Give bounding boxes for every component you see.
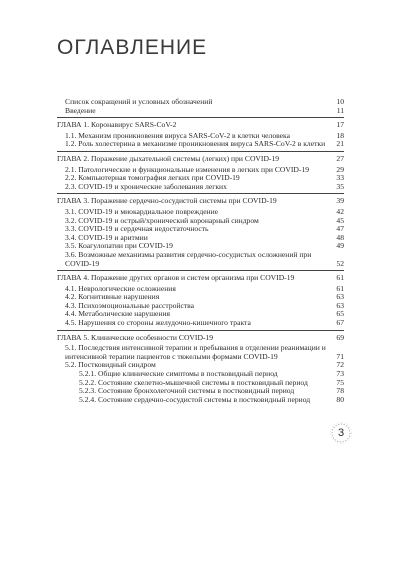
- toc-entry[interactable]: 2.2. Компьютерная томография легких при COVID-19 33: [65, 173, 344, 183]
- toc-entry[interactable]: 1.2. Роль холестерина в механизме проникновения вируса SARS-CoV-2 в клетки 21: [65, 139, 344, 149]
- toc-section-front: [57, 98, 344, 117]
- toc-entry[interactable]: 5.2.3. Состояние бронхолегочной системы в постковидный период 78: [79, 386, 344, 396]
- page-number: 3: [337, 427, 345, 439]
- toc-entry[interactable]: 5.2.2. Состояние скелетно-мышечной системы в постковидный период 75: [79, 377, 344, 387]
- toc-entry[interactable]: 3.6. Возможные механизмы развития сердечно-сосудистых осложнений при COVID-19 52: [65, 249, 344, 268]
- toc-entry[interactable]: 4.4. Метаболические нарушения 65: [65, 309, 344, 319]
- toc-chapter-entry[interactable]: ГЛАВА 3. Поражение сердечно-сосудистой системы при COVID-19 39: [57, 196, 344, 206]
- toc-entry[interactable]: 3.3. COVID-19 и сердечная недостаточность 47: [65, 224, 344, 234]
- toc-section-chapter-5: [57, 330, 344, 405]
- toc-entry[interactable]: 3.1. COVID-19 и миокардиальное повреждение 42: [65, 206, 344, 216]
- toc-entry[interactable]: 3.5. Коагулопатии при COVID-19 49: [65, 241, 344, 251]
- toc-entry[interactable]: 3.4. COVID-19 и аритмии 48: [65, 232, 344, 242]
- toc-chapter-entry[interactable]: ГЛАВА 5. Клинические особенности COVID-19 69: [57, 332, 344, 342]
- toc-chapter-entry[interactable]: ГЛАВА 1. Коронавирус SARS-CoV-2 17: [57, 120, 344, 130]
- toc-section-chapter-3: [57, 193, 344, 270]
- toc-entry[interactable]: 5.2.1. Общие клинические симптомы в постковидный период 73: [79, 369, 344, 379]
- toc-entry[interactable]: 5.2. Постковидный синдром 72: [65, 360, 344, 370]
- toc-entry[interactable]: 5.1. Последствия интенсивной терапии и пребывания в отделении реанимации и интенсивной терапии пациентов с тяжелыми формами COVID-19 71: [65, 343, 344, 361]
- toc-entry[interactable]: Введение 11: [65, 105, 344, 115]
- toc-entry[interactable]: 1.1. Механизм проникновения вируса SARS-CoV-2 в клетки человека 18: [65, 130, 344, 140]
- toc-chapter-entry[interactable]: ГЛАВА 2. Поражение дыхательной системы (легких) при COVID-19 27: [57, 153, 344, 163]
- table-of-contents: [57, 98, 344, 404]
- toc-entry[interactable]: 2.1. Патологические и функциональные изменения в легких при COVID-19 29: [65, 164, 344, 174]
- toc-entry[interactable]: 4.1. Неврологические осложнения 61: [65, 283, 344, 293]
- toc-chapter-entry[interactable]: ГЛАВА 4. Поражение других органов и систем организма при COVID-19 61: [57, 273, 344, 283]
- toc-entry[interactable]: 4.5. Нарушения со стороны желудочно-кишечного тракта 67: [65, 318, 344, 328]
- page-number-badge: [330, 422, 352, 444]
- toc-entry[interactable]: 4.2. Когнитивные нарушения 63: [65, 292, 344, 302]
- toc-section-chapter-1: [57, 117, 344, 151]
- toc-section-chapter-2: [57, 151, 344, 193]
- toc-entry[interactable]: Список сокращений и условных обозначений 10: [65, 97, 344, 106]
- toc-section-chapter-4: [57, 270, 344, 330]
- toc-entry[interactable]: 4.3. Психоэмоциональные расстройства 63: [65, 300, 344, 310]
- toc-entry[interactable]: 5.2.4. Состояние сердечно-сосудистой системы в постковидный период 80: [79, 394, 344, 404]
- page-title: ОГЛАВЛЕНИЕ: [57, 36, 208, 59]
- toc-entry[interactable]: 2.3. COVID-19 и хронические заболевания легких 35: [65, 181, 344, 191]
- toc-entry[interactable]: 3.2. COVID-19 и острый/хронический коронарный синдром 45: [65, 215, 344, 225]
